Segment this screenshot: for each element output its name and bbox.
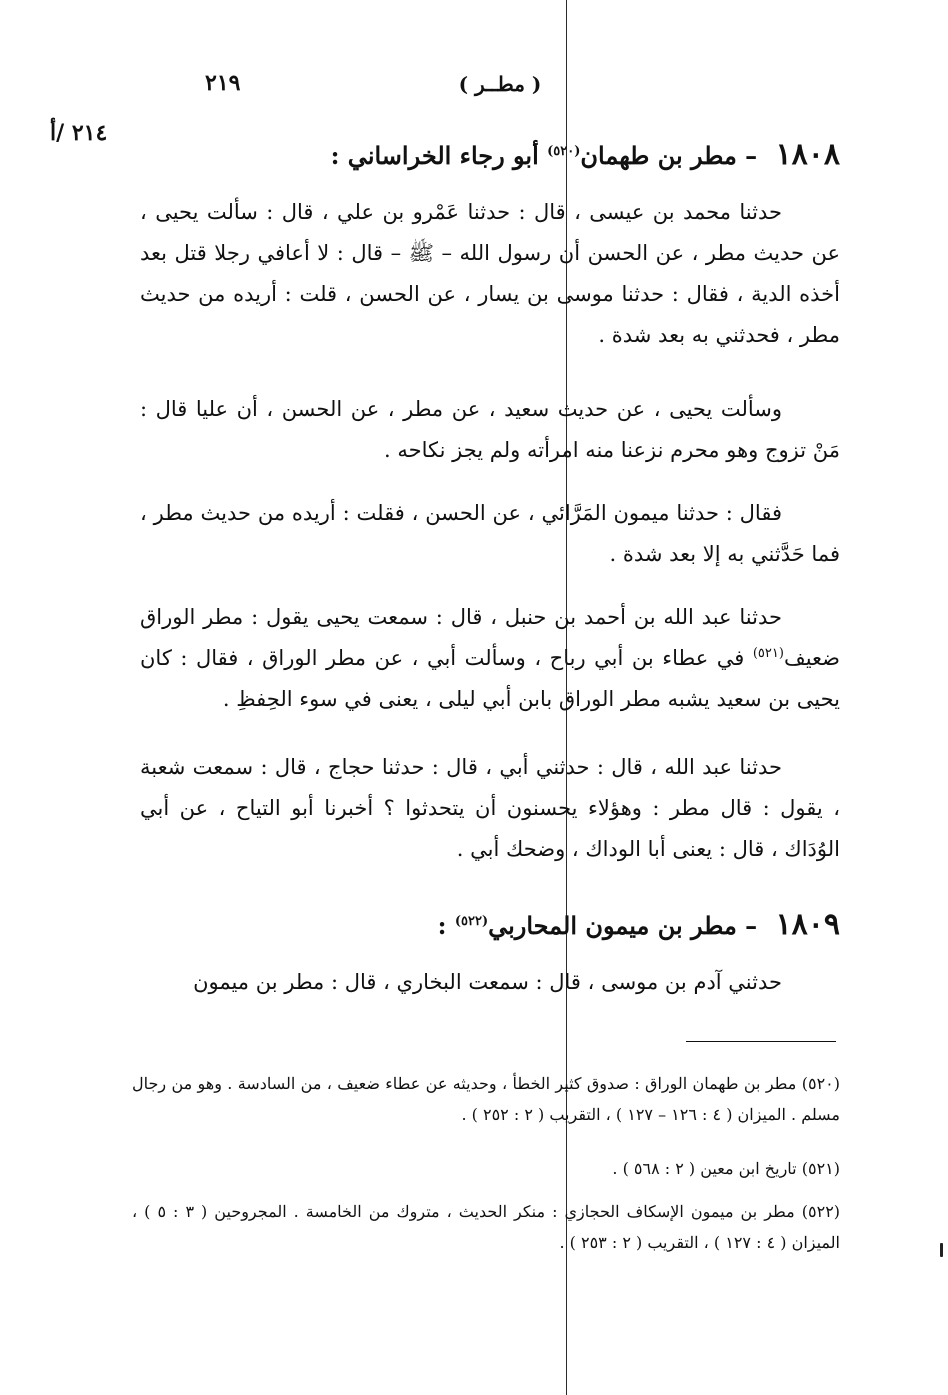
- paragraph-5: [140, 747, 840, 870]
- entry-name: – مطر بن ميمون المحاربي: [488, 911, 758, 940]
- scan-edge-mark: [940, 1243, 943, 1257]
- paragraph-text: حدثنا عبد الله ، قال : حدثني أبي ، قال : حدثنا حجاج ، قال : سمعت شعبة ، يقول : قال مطر : وهؤلاء يحسنون أن يتحدثوا ؟ أخبرنا أبو التياح ، عن أبي الوُدَاك ، قال : يعنى أبا الوداك ، وضحك أبي .: [140, 755, 840, 861]
- entry-title-1808: [330, 137, 840, 172]
- paragraph-text: حدثنا عبد الله بن أحمد بن حنبل ، قال : سمعت يحيى يقول : مطر الوراق ضعيف: [140, 605, 840, 670]
- paragraph-2: [140, 389, 840, 471]
- entry-name-rest: أبو رجاء الخراساني :: [330, 141, 539, 170]
- footnote-ref: (٥٢١): [752, 646, 784, 661]
- margin-reference: ٢١٤ /أ: [50, 120, 108, 146]
- footnote-521: [132, 1153, 840, 1184]
- page-number: ٢١٩: [205, 70, 241, 96]
- paragraph-3: [140, 493, 840, 575]
- paragraph-text: حدثنا محمد بن عيسى ، قال : حدثنا عَمْرو بن علي ، قال : سألت يحيى ، عن حديث مطر ، عن الحسن أن رسول الله – ﷺ – قال : لا أعافي رجلا قتل بعد أخذه الدية ، فقال : حدثنا موسى بن يسار ، عن الحسن ، قلت : أريده من حديث مطر ، فحدثني به بعد شدة .: [140, 200, 840, 347]
- footnote-text: مطر بن ميمون الإسكاف الحجازي : منكر الحديث ، متروك من الخامسة . المجروحين ( ٣ : ٥ ) ، الميزان ( ٤ : ١٢٧ ) ، التقريب ( ٢ : ٢٥٣ ) .: [132, 1202, 840, 1252]
- running-head: ( مطــر ): [458, 72, 542, 96]
- paragraph-text: في عطاء بن أبي رباح ، وسألت أبي ، عن مطر الوراق ، فقال : كان يحيى بن سعيد يشبه مطر الوراق بابن أبي ليلى ، يعنى في سوء الحِفظِ .: [140, 646, 840, 711]
- footnote-number: (٥٢٠): [801, 1074, 840, 1093]
- paragraph-text: حدثني آدم بن موسى ، قال : سمعت البخاري ، قال : مطر بن ميمون: [193, 970, 782, 994]
- footnote-number: (٥٢١): [801, 1159, 840, 1178]
- footnote-separator: [686, 1041, 836, 1042]
- paragraph-text: فقال : حدثنا ميمون المَرَّائي ، عن الحسن ، فقلت : أريده من حديث مطر ، فما حَدَّثني به إلا بعد شدة .: [140, 501, 840, 566]
- entry-title-1809: [437, 907, 840, 942]
- paragraph-1: [140, 192, 840, 356]
- footnote-522: [132, 1196, 840, 1258]
- paragraph-text: وسألت يحيى ، عن حديث سعيد ، عن مطر ، عن الحسن ، أن عليا قال : مَنْ تزوج وهو محرم نزعنا منه امرأته ولم يجز نكاحه .: [140, 397, 840, 462]
- paragraph-6: [140, 962, 840, 1003]
- entry-name: – مطر بن طهمان: [580, 141, 758, 170]
- footnote-number: (٥٢٢): [801, 1202, 841, 1221]
- entry-name-rest: :: [437, 911, 447, 940]
- footnote-ref: (٥٢٠): [547, 144, 581, 159]
- footnote-520: [132, 1068, 840, 1130]
- entry-number: ١٨٠٩: [775, 907, 840, 942]
- paragraph-4: [140, 597, 840, 720]
- footnote-text: مطر بن طهمان الوراق : صدوق كثير الخطأ ، وحديثه عن عطاء ضعيف ، من السادسة . وهو من رجال مسلم . الميزان ( ٤ : ١٢٦ – ١٢٧ ) ، التقريب ( ٢ : ٢٥٢ ) .: [132, 1074, 840, 1124]
- footnote-text: تاريخ ابن معين ( ٢ : ٥٦٨ ) .: [612, 1159, 797, 1178]
- entry-number: ١٨٠٨: [775, 137, 840, 172]
- footnote-ref: (٥٢٢): [454, 914, 489, 929]
